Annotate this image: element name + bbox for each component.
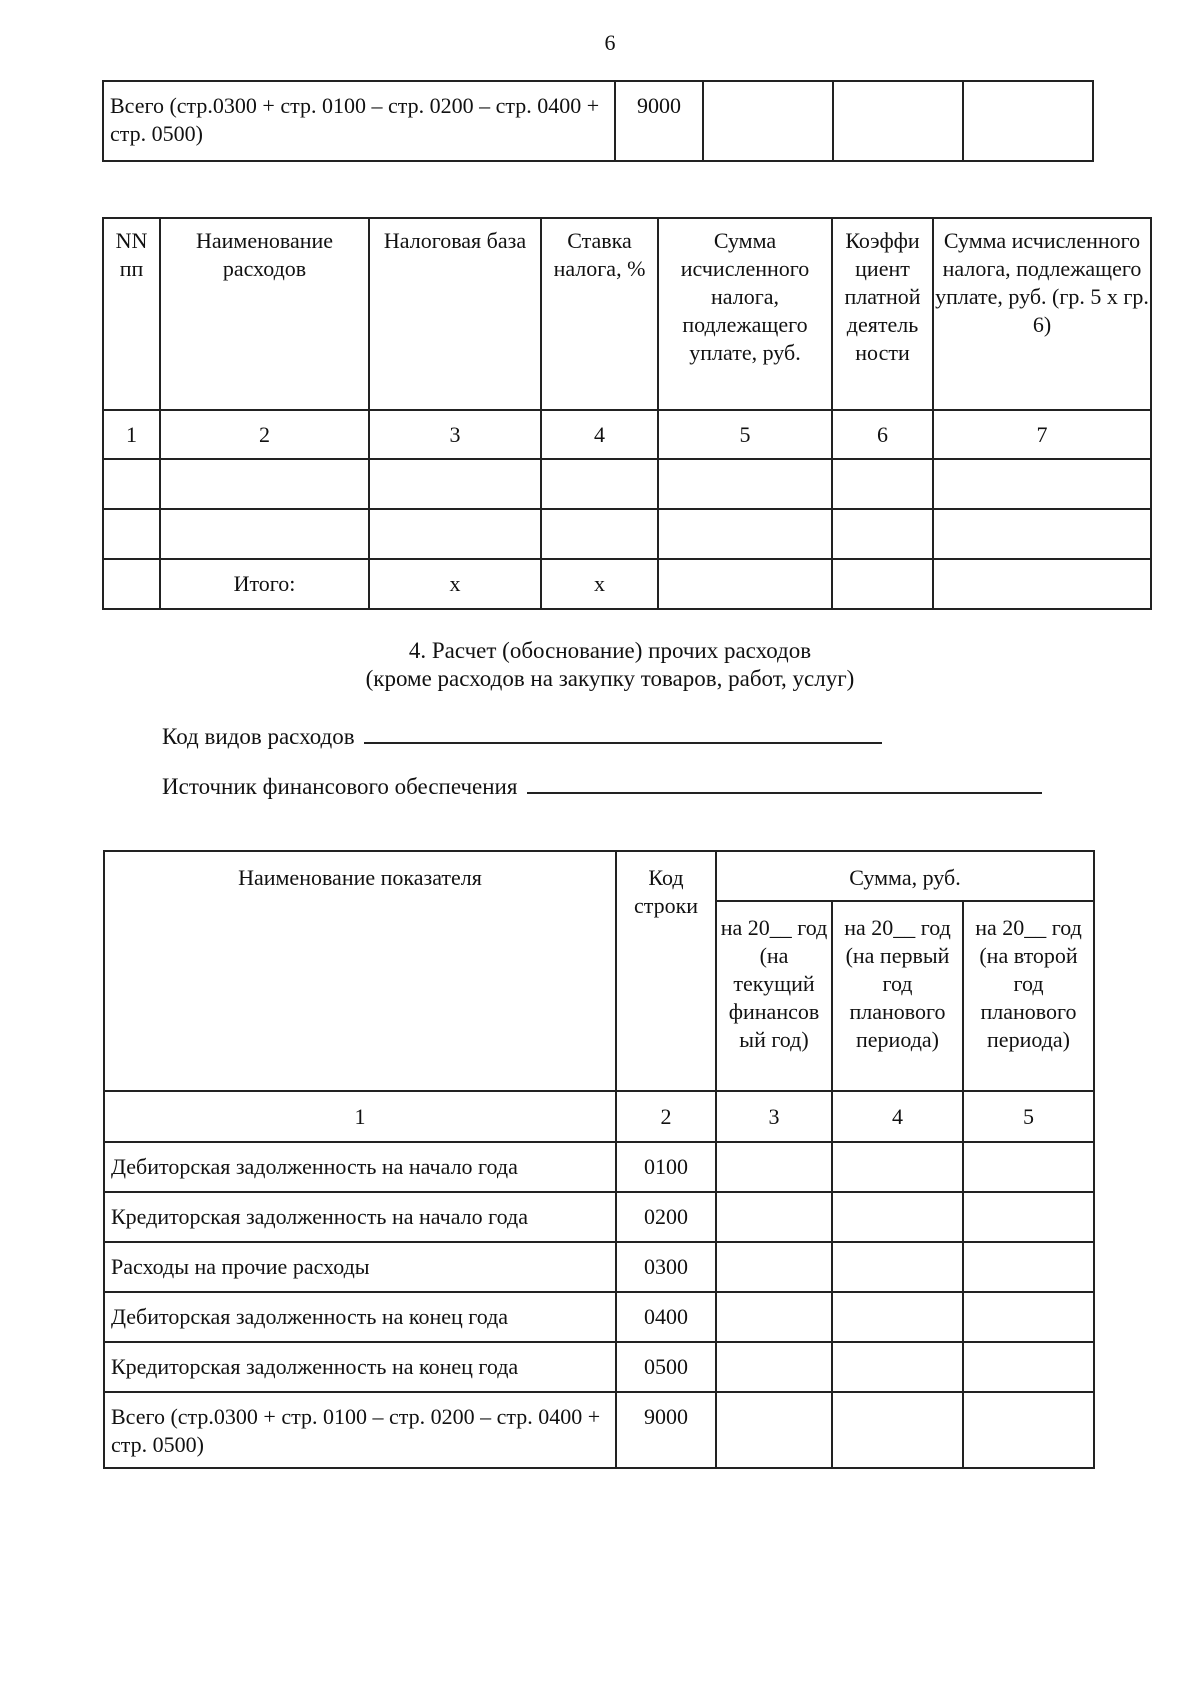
row-cell[interactable] [716,1342,832,1392]
tax-total-label: Итого: [160,559,369,609]
tax-col-number: 1 [103,410,160,459]
tax-empty-row [103,509,1151,559]
row-name: Дебиторская задолженность на начало года [104,1142,616,1192]
other-header-sum: Сумма, руб. [716,851,1094,901]
row-name: Дебиторская задолженность на конец года [104,1292,616,1342]
other-col-number: 4 [832,1091,963,1142]
row-cell[interactable] [963,1292,1094,1342]
tax-total-x: х [369,559,541,609]
tax-cell[interactable] [832,559,933,609]
other-col-number: 1 [104,1091,616,1142]
tax-cell[interactable] [541,509,658,559]
other-col-number: 3 [716,1091,832,1142]
row-code: 0100 [616,1142,716,1192]
tax-cell[interactable] [160,509,369,559]
tax-empty-row [103,459,1151,509]
tax-total-x: х [541,559,658,609]
other-header-year-second: на 20__ год (на второй год планового периода) [963,901,1094,1091]
row-cell[interactable] [963,1142,1094,1192]
row-name: Кредиторская задолженность на начало года [104,1192,616,1242]
row-cell[interactable] [832,1292,963,1342]
table-row [104,1142,1094,1192]
page-number: 6 [604,30,616,55]
row-cell[interactable] [716,1142,832,1192]
row-cell[interactable] [963,1342,1094,1392]
row-cell[interactable] [963,1392,1094,1468]
tax-header-rate: Ставка налога, % [541,218,658,410]
tax-cell[interactable] [832,509,933,559]
tax-header-base: Налоговая база [369,218,541,410]
row-cell[interactable] [716,1392,832,1468]
tax-header-sum-total: Сумма исчисленного налога, подлежащего уплате, руб. (гр. 5 х гр. 6) [933,218,1151,410]
tax-cell[interactable] [541,459,658,509]
table-row [104,1342,1094,1392]
tax-cell[interactable] [103,509,160,559]
other-col-number: 5 [963,1091,1094,1142]
tax-col-number: 6 [832,410,933,459]
tax-cell[interactable] [658,459,832,509]
tax-header-nn: NN пп [103,218,160,410]
tax-col-number: 2 [160,410,369,459]
row-cell[interactable] [832,1392,963,1468]
tax-cell[interactable] [103,559,160,609]
row-cell[interactable] [832,1142,963,1192]
other-header-year-first: на 20__ год (на первый год планового периода) [832,901,963,1091]
expense-code-field [162,720,882,752]
row-cell[interactable] [716,1192,832,1242]
funding-source-input[interactable] [527,770,1042,794]
tax-cell[interactable] [933,559,1151,609]
other-expenses-table [103,850,1095,1469]
row-cell[interactable] [716,1292,832,1342]
tax-header-name: Наименование расходов [160,218,369,410]
tax-col-number: 3 [369,410,541,459]
top-total-table [102,80,1094,162]
row-cell[interactable] [963,1242,1094,1292]
tax-cell[interactable] [103,459,160,509]
row-cell[interactable] [832,1242,963,1292]
tax-cell[interactable] [369,459,541,509]
row-code: 0300 [616,1242,716,1292]
tax-col-number: 5 [658,410,832,459]
funding-source-field [162,770,1042,802]
top-total-code: 9000 [615,81,703,161]
tax-header-sum: Сумма исчисленного налога, подлежащего уплате, руб. [658,218,832,410]
top-total-cell[interactable] [833,81,963,161]
row-code: 0400 [616,1292,716,1342]
table-row [104,1192,1094,1242]
expense-code-input[interactable] [364,720,882,744]
tax-cell[interactable] [658,509,832,559]
row-code: 0200 [616,1192,716,1242]
row-name: Всего (стр.0300 + стр. 0100 – стр. 0200 – стр. 0400 + стр. 0500) [104,1392,616,1468]
row-cell[interactable] [832,1192,963,1242]
tax-cell[interactable] [933,509,1151,559]
section-subtitle: (кроме расходов на закупку товаров, работ, услуг) [365,666,855,691]
table-row [104,1242,1094,1292]
row-name: Расходы на прочие расходы [104,1242,616,1292]
tax-cell[interactable] [160,459,369,509]
row-cell[interactable] [832,1342,963,1392]
other-col-number: 2 [616,1091,716,1142]
section-title: 4. Расчет (обоснование) прочих расходов [408,638,812,663]
row-code: 9000 [616,1392,716,1468]
funding-source-label: Источник финансового обеспечения [162,774,518,799]
row-cell[interactable] [716,1242,832,1292]
tax-cell[interactable] [933,459,1151,509]
expense-code-label: Код видов расходов [162,724,355,749]
row-name: Кредиторская задолженность на конец года [104,1342,616,1392]
table-row [104,1292,1094,1342]
top-total-label: Всего (стр.0300 + стр. 0100 – стр. 0200 – стр. 0400 + стр. 0500) [103,81,615,161]
other-header-year-current: на 20__ год (на текущий финансов ый год) [716,901,832,1091]
tax-cell[interactable] [832,459,933,509]
tax-total-row [103,559,1151,609]
tax-col-number: 4 [541,410,658,459]
top-total-cell[interactable] [703,81,833,161]
tax-table [102,217,1152,610]
row-code: 0500 [616,1342,716,1392]
tax-cell[interactable] [658,559,832,609]
tax-col-number: 7 [933,410,1151,459]
tax-header-coef: Коэффи циент платной деятель ности [832,218,933,410]
other-header-name: Наименование показателя [104,851,616,1091]
other-header-code: Код строки [616,851,716,1091]
row-cell[interactable] [963,1192,1094,1242]
table-row-total [104,1392,1094,1468]
top-total-cell[interactable] [963,81,1093,161]
tax-cell[interactable] [369,509,541,559]
